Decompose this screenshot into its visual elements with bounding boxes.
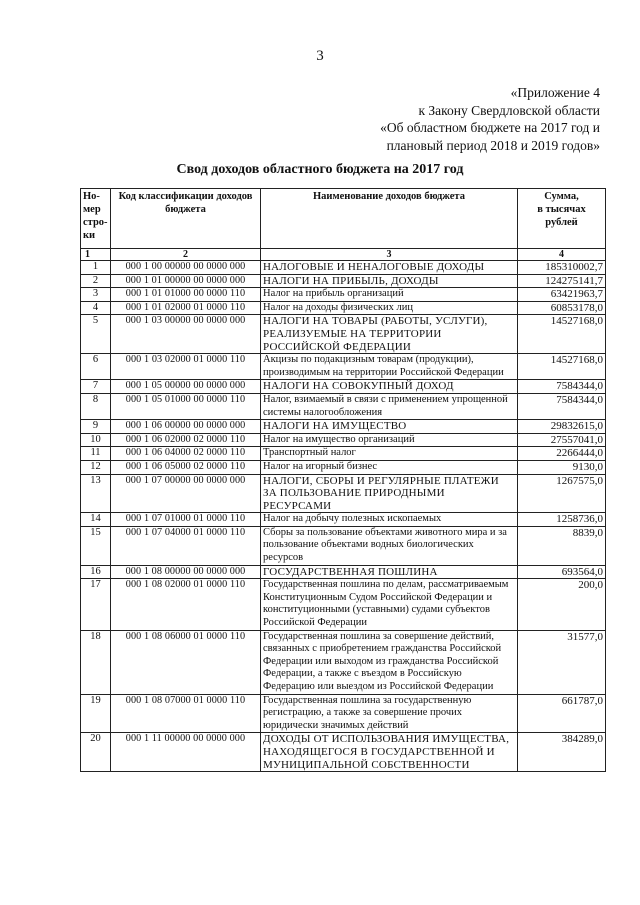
header-classification-code xyxy=(111,189,261,249)
table-row xyxy=(81,526,606,565)
classification-code: 000 1 07 00000 00 0000 000 xyxy=(111,474,261,513)
amount: 2266444,0 xyxy=(518,447,606,461)
header-amount xyxy=(518,189,606,249)
row-number: 9 xyxy=(81,420,111,434)
row-number: 7 xyxy=(81,380,111,394)
table-row xyxy=(81,513,606,527)
header-num-text: Но- мер стро- ки xyxy=(83,191,108,241)
amount: 63421963,7 xyxy=(518,288,606,302)
revenue-name: Государственная пошлина за государственную регистрацию, а также за совершение прочих юридически значимых действий xyxy=(261,694,518,733)
revenue-table xyxy=(80,188,606,772)
revenue-name: ГОСУДАРСТВЕННАЯ ПОШЛИНА xyxy=(261,565,518,579)
appendix-header xyxy=(300,84,600,154)
table-row xyxy=(81,433,606,447)
amount: 124275141,7 xyxy=(518,274,606,288)
column-numbers-row xyxy=(81,249,606,261)
table-row xyxy=(81,354,606,380)
revenue-name: НАЛОГИ, СБОРЫ И РЕГУЛЯРНЫЕ ПЛАТЕЖИ ЗА ПОЛЬЗОВАНИЕ ПРИРОДНЫМИ РЕСУРСАМИ xyxy=(261,474,518,513)
revenue-name: Налог на прибыль организаций xyxy=(261,288,518,302)
revenue-name: Налог, взимаемый в связи с применением упрощенной системы налогообложения xyxy=(261,393,518,419)
classification-code: 000 1 06 00000 00 0000 000 xyxy=(111,420,261,434)
row-number: 12 xyxy=(81,460,111,474)
row-number: 19 xyxy=(81,694,111,733)
row-number: 15 xyxy=(81,526,111,565)
amount: 9130,0 xyxy=(518,460,606,474)
table-header-row xyxy=(81,189,606,249)
row-number: 3 xyxy=(81,288,111,302)
classification-code: 000 1 08 00000 00 0000 000 xyxy=(111,565,261,579)
classification-code: 000 1 07 04000 01 0000 110 xyxy=(111,526,261,565)
classification-code: 000 1 11 00000 00 0000 000 xyxy=(111,733,261,772)
row-number: 18 xyxy=(81,630,111,694)
amount: 661787,0 xyxy=(518,694,606,733)
column-number: 2 xyxy=(111,249,261,261)
table-row xyxy=(81,380,606,394)
amount: 1258736,0 xyxy=(518,513,606,527)
classification-code: 000 1 08 07000 01 0000 110 xyxy=(111,694,261,733)
table-row xyxy=(81,315,606,354)
amount: 200,0 xyxy=(518,579,606,630)
revenue-name: Государственная пошлина за совершение действий, связанных с приобретением гражданства Российской Федерации или выходом из гражданства Российской Федерации, а также с въездом в Российскую Федерацию или выездом из Российской Федерации xyxy=(261,630,518,694)
classification-code: 000 1 06 05000 02 0000 110 xyxy=(111,460,261,474)
appendix-line: «Об областном бюджете на 2017 год и xyxy=(380,120,600,135)
appendix-line: «Приложение 4 xyxy=(510,85,600,100)
row-number: 5 xyxy=(81,315,111,354)
document-title: Свод доходов областного бюджета на 2017 год xyxy=(176,162,464,177)
table-row xyxy=(81,474,606,513)
revenue-name: Налог на доходы физических лиц xyxy=(261,301,518,315)
appendix-line: к Закону Свердловской области xyxy=(418,102,600,118)
revenue-name: НАЛОГИ НА ТОВАРЫ (РАБОТЫ, УСЛУГИ), РЕАЛИЗУЕМЫЕ НА ТЕРРИТОРИИ РОССИЙСКОЙ ФЕДЕРАЦИИ xyxy=(261,315,518,354)
row-number: 6 xyxy=(81,354,111,380)
header-row-number xyxy=(81,189,111,249)
amount: 29832615,0 xyxy=(518,420,606,434)
row-number: 1 xyxy=(81,261,111,275)
classification-code: 000 1 03 02000 01 0000 110 xyxy=(111,354,261,380)
amount: 60853178,0 xyxy=(518,301,606,315)
column-number: 4 xyxy=(518,249,606,261)
amount: 384289,0 xyxy=(518,733,606,772)
table-row xyxy=(81,733,606,772)
table-row xyxy=(81,460,606,474)
row-number: 10 xyxy=(81,433,111,447)
header-name-text: Наименование доходов бюджета xyxy=(313,191,465,202)
classification-code: 000 1 08 06000 01 0000 110 xyxy=(111,630,261,694)
amount: 7584344,0 xyxy=(518,380,606,394)
table-row xyxy=(81,301,606,315)
amount: 31577,0 xyxy=(518,630,606,694)
header-code-text: Код классификации доходов бюджета xyxy=(118,191,253,215)
row-number: 14 xyxy=(81,513,111,527)
row-number: 13 xyxy=(81,474,111,513)
revenue-name: Налог на игорный бизнес xyxy=(261,460,518,474)
amount: 14527168,0 xyxy=(518,354,606,380)
amount: 14527168,0 xyxy=(518,315,606,354)
amount: 27557041,0 xyxy=(518,433,606,447)
classification-code: 000 1 03 00000 00 0000 000 xyxy=(111,315,261,354)
amount: 1267575,0 xyxy=(518,474,606,513)
row-number: 20 xyxy=(81,733,111,772)
revenue-name: Государственная пошлина по делам, рассматриваемым Конституционным Судом Российской Федерации и конституционными (уставными) судами субъектов Российской Федерации xyxy=(261,579,518,630)
amount: 185310002,7 xyxy=(518,261,606,275)
table-row xyxy=(81,447,606,461)
classification-code: 000 1 06 04000 02 0000 110 xyxy=(111,447,261,461)
row-number: 2 xyxy=(81,274,111,288)
table-row xyxy=(81,274,606,288)
row-number: 11 xyxy=(81,447,111,461)
amount: 693564,0 xyxy=(518,565,606,579)
classification-code: 000 1 01 01000 00 0000 110 xyxy=(111,288,261,302)
revenue-name: ДОХОДЫ ОТ ИСПОЛЬЗОВАНИЯ ИМУЩЕСТВА, НАХОДЯЩЕГОСЯ В ГОСУДАРСТВЕННОЙ И МУНИЦИПАЛЬНОЙ СОБСТВЕННОСТИ xyxy=(261,733,518,772)
revenue-name: НАЛОГИ НА СОВОКУПНЫЙ ДОХОД xyxy=(261,380,518,394)
revenue-name: НАЛОГИ НА ПРИБЫЛЬ, ДОХОДЫ xyxy=(261,274,518,288)
table-row xyxy=(81,261,606,275)
amount: 8839,0 xyxy=(518,526,606,565)
table-row xyxy=(81,579,606,630)
revenue-name: Сборы за пользование объектами животного мира и за пользование объектами водных биологических ресурсов xyxy=(261,526,518,565)
classification-code: 000 1 01 02000 01 0000 110 xyxy=(111,301,261,315)
revenue-name: НАЛОГОВЫЕ И НЕНАЛОГОВЫЕ ДОХОДЫ xyxy=(261,261,518,275)
revenue-name: Налог на добычу полезных ископаемых xyxy=(261,513,518,527)
classification-code: 000 1 08 02000 01 0000 110 xyxy=(111,579,261,630)
table-row xyxy=(81,393,606,419)
row-number: 8 xyxy=(81,393,111,419)
column-number: 1 xyxy=(81,249,111,261)
revenue-name: Налог на имущество организаций xyxy=(261,433,518,447)
classification-code: 000 1 07 01000 01 0000 110 xyxy=(111,513,261,527)
classification-code: 000 1 05 00000 00 0000 000 xyxy=(111,380,261,394)
column-number: 3 xyxy=(261,249,518,261)
classification-code: 000 1 05 01000 00 0000 110 xyxy=(111,393,261,419)
row-number: 17 xyxy=(81,579,111,630)
revenue-name: Транспортный налог xyxy=(261,447,518,461)
classification-code: 000 1 01 00000 00 0000 000 xyxy=(111,274,261,288)
table-body xyxy=(81,261,606,772)
classification-code: 000 1 06 02000 02 0000 110 xyxy=(111,433,261,447)
table-row xyxy=(81,420,606,434)
amount: 7584344,0 xyxy=(518,393,606,419)
header-revenue-name xyxy=(261,189,518,249)
revenue-name: Акцизы по подакцизным товарам (продукции), производимым на территории Российской Федерации xyxy=(261,354,518,380)
row-number: 4 xyxy=(81,301,111,315)
header-sum-text: Сумма, в тысячах рублей xyxy=(537,191,586,228)
revenue-name: НАЛОГИ НА ИМУЩЕСТВО xyxy=(261,420,518,434)
table-row xyxy=(81,630,606,694)
table-row xyxy=(81,288,606,302)
table-row xyxy=(81,694,606,733)
row-number: 16 xyxy=(81,565,111,579)
table-row xyxy=(81,565,606,579)
page-number: 3 xyxy=(316,48,324,64)
appendix-line: плановый период 2018 и 2019 годов» xyxy=(386,137,600,153)
classification-code: 000 1 00 00000 00 0000 000 xyxy=(111,261,261,275)
